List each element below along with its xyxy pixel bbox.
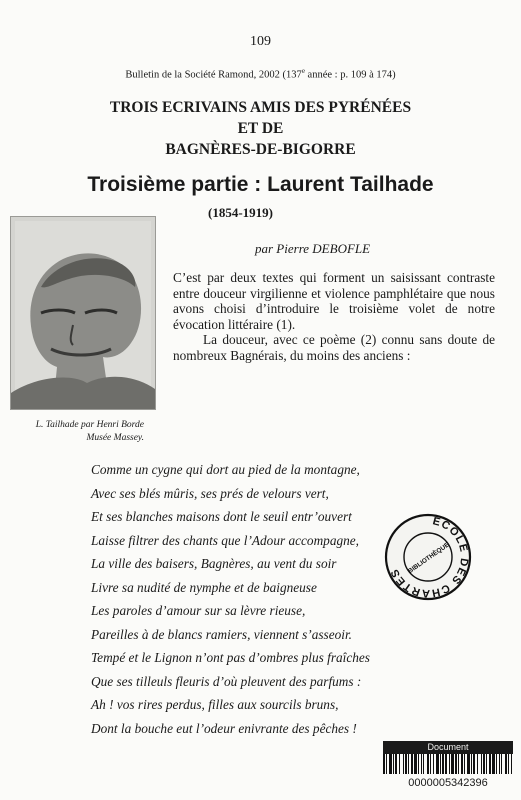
- barcode-bar: [403, 754, 404, 774]
- byline: par Pierre DEBOFLE: [255, 241, 371, 256]
- part-subtitle: Troisième partie : Laurent Tailhade: [87, 173, 434, 196]
- barcode-number: 0000005342396: [408, 777, 488, 789]
- barcode-bar: [489, 754, 491, 774]
- poem-line: Livre sa nudité de nymphe et de baigneuse: [91, 579, 317, 595]
- article-title: [0, 97, 521, 160]
- barcode-bar: [408, 754, 409, 774]
- stamp-seal: [384, 513, 472, 601]
- title-line: ET DE: [237, 120, 284, 137]
- bulletin-reference: Bulletin de la Société Ramond, 2002 (137e année : p. 109 à 174): [125, 67, 396, 81]
- poem-line: Avec ses blés mûris, ses prés de velours vert,: [91, 485, 329, 501]
- barcode-bar: [433, 754, 434, 774]
- barcode-bar: [423, 754, 424, 774]
- barcode-bar: [477, 754, 478, 774]
- author-name: DEBOFLE: [312, 241, 371, 256]
- barcode-bar: [414, 754, 417, 774]
- barcode-bar: [405, 754, 407, 774]
- barcode-bar: [395, 754, 397, 774]
- barcode-bar: [389, 754, 392, 774]
- barcode-bar: [427, 754, 429, 774]
- barcode-bar: [436, 754, 439, 774]
- barcode-bar: [399, 754, 400, 774]
- poem-line: Pareilles à de blancs ramiers, viennent s’asseoir.: [91, 626, 352, 642]
- barcode-bar: [440, 754, 441, 774]
- barcode-bar: [458, 754, 459, 774]
- barcode-bar: [483, 754, 485, 774]
- poem-line: Dont la bouche eut l’odeur enivrante des pêches !: [91, 720, 357, 736]
- poem-line: La ville des baisers, Bagnères, au vent du soir: [91, 556, 337, 571]
- poem-line: Que ses tilleuls fleuris d’où pleuvent des parfums :: [91, 673, 362, 689]
- title-line: TROIS ECRIVAINS AMIS DES PYRÉNÉES: [109, 99, 412, 116]
- barcode-bar: [455, 754, 457, 774]
- barcode-bar: [461, 754, 463, 774]
- intro-text: [173, 270, 495, 363]
- poem-line: Et ses blanches maisons dont le seuil entr’ouvert: [91, 509, 352, 524]
- poem-line: Ah ! vos rires perdus, filles aux sourcils bruns,: [91, 697, 339, 712]
- barcode-bar: [445, 754, 447, 774]
- barcode-bar: [430, 754, 431, 774]
- stamp-ring-text: ÉCOLE DES CHARTES: [388, 515, 471, 600]
- barcode-bar: [471, 754, 472, 774]
- life-dates: (1854-1919): [208, 205, 273, 220]
- library-stamp: [384, 513, 472, 601]
- barcode-bar: [386, 754, 387, 774]
- title-line: BAGNÈRES-DE-BIGORRE: [165, 141, 356, 158]
- barcode-bar: [451, 754, 454, 774]
- barcode-bar: [508, 754, 509, 774]
- barcode-bar: [418, 754, 419, 774]
- barcode-bar: [501, 754, 502, 774]
- barcode-bar: [511, 754, 512, 774]
- barcode: [383, 754, 513, 774]
- poem-line: Comme un cygne qui dort au pied de la montagne,: [91, 462, 360, 477]
- barcode-bar: [383, 754, 385, 774]
- barcode-bar: [393, 754, 394, 774]
- intro-paragraph: La douceur, avec ce poème (2) connu sans doute de nombreux Bagnérais, du moins des anciens :: [173, 332, 495, 363]
- page-number: 109: [250, 34, 271, 49]
- barcode-bar: [486, 754, 487, 774]
- poem-line: Laisse filtrer des chants que l’Adour accompagne,: [91, 532, 359, 548]
- barcode-bar: [481, 754, 482, 774]
- document-label: Document: [383, 741, 513, 754]
- stamp-center-text: BIBLIOTHÈQUE: [407, 541, 451, 575]
- barcode-bar: [411, 754, 413, 774]
- poem-line: Tempé et le Lignon n’ont pas d’ombres plus fraîches: [91, 650, 370, 665]
- portrait-image: [10, 216, 156, 410]
- barcode-bar: [499, 754, 500, 774]
- barcode-bar: [421, 754, 422, 774]
- portrait-drawing: [11, 217, 155, 409]
- poem-line: Les paroles d’amour sur sa lèvre rieuse,: [91, 603, 306, 618]
- barcode-bar: [496, 754, 497, 774]
- barcode-bar: [473, 754, 475, 774]
- barcode-bar: [442, 754, 444, 774]
- intro-paragraph: C’est par deux textes qui forment un saisissant contraste entre douceur virgilienne et violence pamphlétaire que nous avons choisi d’introduire le troisième volet de notre évocation littéraire (1).: [173, 270, 495, 332]
- barcode-bars: [383, 754, 513, 774]
- figure-caption: L. Tailhade par Henri Borde Musée Massey.: [35, 420, 144, 443]
- barcode-bar: [464, 754, 465, 774]
- barcode-bar: [467, 754, 470, 774]
- barcode-bar: [449, 754, 450, 774]
- barcode-bar: [505, 754, 507, 774]
- barcode-bar: [492, 754, 495, 774]
